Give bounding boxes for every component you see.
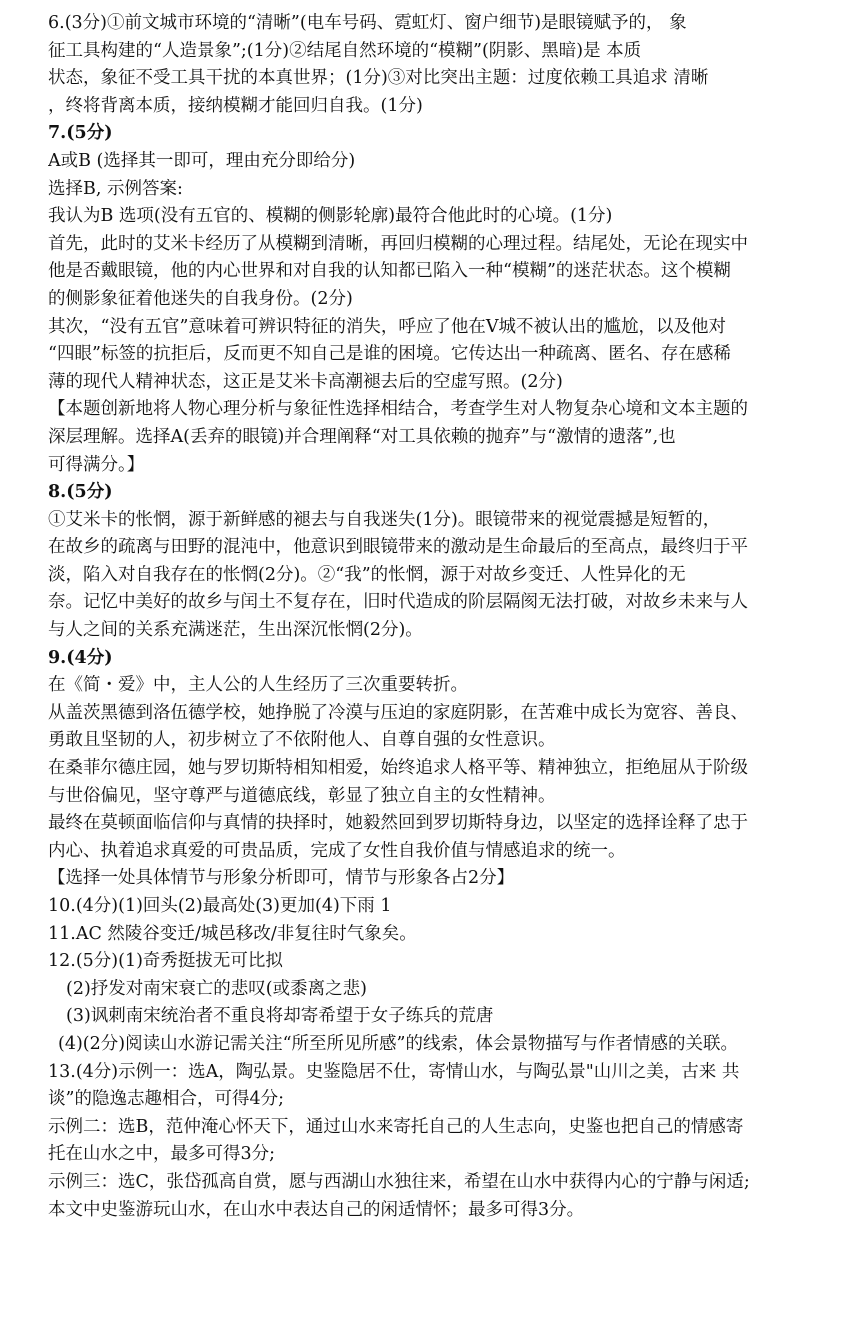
text-line: 6.(3分)①前文城市环境的“清晰”(电车号码、霓虹灯、窗户细节)是眼镜赋予的， 象 bbox=[48, 13, 687, 33]
text-line: (3)讽刺南宋统治者不重良将却寄希望于女子练兵的荒唐 bbox=[66, 1006, 494, 1027]
text-line: 在故乡的疏离与田野的混沌中，他意识到眼镜带来的激动是生命最后的至高点，最终归于平 bbox=[48, 537, 748, 558]
text-line: 13.(4分)示例一：选A，陶弘景。史鉴隐居不仕，寄情山水，与陶弘景"山川之美，古来 共 bbox=[48, 1061, 740, 1082]
text-line: ①艾米卡的怅惘，源于新鲜感的褪去与自我迷失(1分)。眼镜带来的视觉震撼是短暂的， bbox=[48, 509, 721, 530]
text-line: 深层理解。选择A(丢弃的眼镜)并合理阐释“对工具依赖的抛弃”与“激情的遗落”,也 bbox=[48, 426, 676, 447]
text-line: 托在山水之中，最多可得3分; bbox=[48, 1144, 276, 1165]
text-line: 【选择一处具体情节与形象分析即可，情节与形象各占2分】 bbox=[48, 868, 515, 889]
text-line: (4)(2分)阅读山水游记需关注“所至所见所感”的线索，体会景物描写与作者情感的关联。 bbox=[58, 1033, 738, 1054]
text-line: 勇敢且坚韧的人，初步树立了不依附他人、自尊自强的女性意识。 bbox=[48, 730, 556, 751]
text-line: 征工具构建的“人造景象”;(1分)②结尾自然环境的“模糊”(阴影、黑暗)是 本质 bbox=[48, 40, 642, 61]
text-line: A或B (选择其一即可，理由充分即给分) bbox=[48, 150, 356, 171]
text-line: 9.(4分) bbox=[48, 647, 113, 668]
text-line: 8.(5分) bbox=[48, 482, 113, 503]
text-line: 可得满分。】 bbox=[48, 454, 145, 475]
text-line: ，终将背离本质，接纳模糊才能回归自我。(1分) bbox=[48, 95, 423, 116]
text-line: 首先，此时的艾米卡经历了从模糊到清晰，再回归模糊的心理过程。结尾处，无论在现实中 bbox=[48, 233, 748, 254]
text-line: “四眼”标签的抗拒后，反而更不知自己是谁的困境。它传达出一种疏离、匿名、存在感稀 bbox=[48, 344, 731, 365]
text-line: 从盖茨黑德到洛伍德学校，她挣脱了冷漠与压迫的家庭阴影，在苦难中成长为宽容、善良、 bbox=[48, 702, 748, 723]
text-line: 本文中史鉴游玩山水，在山水中表达自己的闲适情怀；最多可得3分。 bbox=[48, 1199, 585, 1220]
text-line: (2)抒发对南宋衰亡的悲叹(或黍离之悲) bbox=[66, 978, 367, 999]
text-line: 最终在莫顿面临信仰与真情的抉择时，她毅然回到罗切斯特身边，以坚定的选择诠释了忠于 bbox=[48, 813, 748, 834]
text-line: 10.(4分)(1)回头(2)最高处(3)更加(4)下雨 1 bbox=[48, 896, 392, 916]
text-line: 其次，“没有五官”意味着可辨识特征的消失，呼应了他在V城不被认出的尴尬，以及他对 bbox=[48, 316, 727, 337]
text-line: 奈。记忆中美好的故乡与闰土不复存在，旧时代造成的阶层隔阂无法打破，对故乡未来与人 bbox=[48, 592, 748, 613]
text-line: 在《简・爱》中，主人公的人生经历了三次重要转折。 bbox=[48, 675, 468, 696]
text-line: 7.(5分) bbox=[48, 123, 113, 144]
text-line: 我认为B 选项(没有五官的、模糊的侧影轮廓)最符合他此时的心境。(1分) bbox=[48, 206, 613, 227]
text-line: 选择B, 示例答案: bbox=[48, 178, 183, 199]
text-line: 示例三：选C，张岱孤高自赏，愿与西湖山水独往来，希望在山水中获得内心的宁静与闲适; bbox=[48, 1171, 750, 1192]
text-line: 的侧影象征着他迷失的自我身份。(2分) bbox=[48, 288, 353, 309]
text-line: 薄的现代人精神状态，这正是艾米卡高潮褪去后的空虚写照。(2分) bbox=[48, 371, 563, 392]
text-line: 淡，陷入对自我存在的怅惘(2分)。②“我”的怅惘，源于对故乡变迁、人性异化的无 bbox=[48, 564, 686, 585]
text-line: 谈”的隐逸志趣相合，可得4分; bbox=[48, 1089, 284, 1110]
text-line: 11.AC 然陵谷变迁/城邑移改/非复往时气象矣。 bbox=[48, 923, 417, 944]
text-line: 【本题创新地将人物心理分析与象征性选择相结合，考查学生对人物复杂心境和文本主题的 bbox=[48, 399, 748, 420]
text-line: 与世俗偏见，坚守尊严与道德底线，彰显了独立自主的女性精神。 bbox=[48, 785, 556, 806]
text-line: 在桑菲尔德庄园，她与罗切斯特相知相爱，始终追求人格平等、精神独立，拒绝屈从于阶级 bbox=[48, 758, 748, 779]
text-line: 示例二：选B，范仲淹心怀天下，通过山水来寄托自己的人生志向，史鉴也把自己的情感寄 bbox=[48, 1116, 744, 1137]
text-line: 12.(5分)(1)奇秀挺拔无可比拟 bbox=[48, 951, 283, 972]
text-line: 他是否戴眼镜，他的内心世界和对自我的认知都已陷入一种“模糊”的迷茫状态。这个模糊 bbox=[48, 261, 731, 282]
text-line: 与人之间的关系充满迷茫，生出深沉怅惘(2分)。 bbox=[48, 620, 423, 641]
text-line: 状态，象征不受工具干扰的本真世界；(1分)③对比突出主题：过度依赖工具追求 清晰 bbox=[48, 68, 709, 89]
text-line: 内心、执着追求真爱的可贵品质，完成了女性自我价值与情感追求的统一。 bbox=[48, 840, 626, 861]
